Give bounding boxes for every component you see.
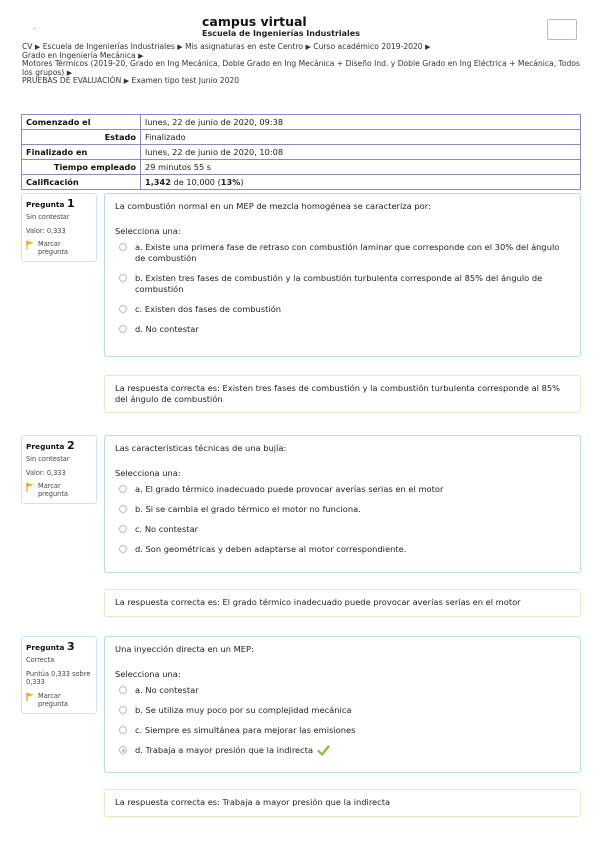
summary-label: Tiempo empleado (22, 160, 141, 175)
radio-button[interactable] (119, 686, 127, 694)
grade-points: 1,342 (145, 177, 171, 187)
question-number-value: 2 (67, 439, 75, 452)
breadcrumb-separator-icon: ▶ (66, 68, 73, 77)
answer-label: b. Se utiliza muy poco por su complejidad mecánica (135, 705, 352, 715)
radio-button[interactable] (119, 274, 127, 282)
radio-button[interactable] (119, 305, 127, 313)
breadcrumb-separator-icon: ▶ (123, 77, 130, 86)
breadcrumb-separator-icon: ▶ (138, 51, 144, 60)
question-content-2 (104, 435, 581, 573)
radio-button[interactable] (119, 545, 127, 553)
radio-button[interactable] (119, 243, 127, 251)
flag-icon (26, 482, 35, 492)
summary-row-started (22, 115, 581, 130)
summary-value: lunes, 22 de junio de 2020, 10:08 (141, 145, 581, 160)
radio-button[interactable] (119, 485, 127, 493)
radio-button[interactable] (119, 325, 127, 333)
breadcrumb-item-cv[interactable]: CV (22, 42, 33, 51)
flag-icon (26, 240, 35, 250)
summary-label: Comenzado el (22, 115, 141, 130)
question-number-value: 1 (67, 197, 75, 210)
attempt-summary-table (21, 114, 581, 190)
radio-button[interactable] (119, 505, 127, 513)
summary-row-grade (22, 175, 581, 190)
answer-option-b[interactable] (115, 273, 570, 295)
answer-label: b. Existen tres fases de combustión y la combustión turbulenta corresponde al 85% del ángulo de combustión (135, 273, 543, 294)
question-number (26, 439, 92, 452)
question-status: Sin contestar (26, 455, 70, 463)
answer-label: a. El grado térmico inadecuado puede provocar averías serias en el motor (135, 484, 444, 494)
breadcrumb-item-academic-year[interactable]: Curso académico 2019-2020 (313, 42, 423, 51)
flag-icon (26, 692, 35, 702)
answer-label: a. Existe una primera fase de retraso con combustión laminar que corresponde con el 30% del ángulo de combustión (135, 242, 560, 263)
correct-answer-feedback: La respuesta correcta es: El grado térmico inadecuado puede provocar averías serias en el motor (115, 597, 521, 607)
flag-question-label: Marcar pregunta (38, 691, 68, 708)
breadcrumb-item-school[interactable]: Escuela de Ingenierías Industriales (42, 42, 175, 51)
summary-label: Estado (22, 130, 141, 145)
answer-label: c. No contestar (135, 524, 199, 534)
breadcrumb-item-degree[interactable]: Grado en Ingeniería Mecánica (22, 50, 136, 60)
breadcrumb (22, 43, 582, 86)
question-text: Las características técnicas de una bujía: (115, 443, 287, 453)
question-score: Valor: 0,333 (26, 226, 66, 235)
answer-option-a[interactable] (115, 685, 570, 696)
answer-label: d. Trabaja a mayor presión que la indirecta (135, 745, 314, 755)
breadcrumb-separator-icon: ▶ (425, 43, 431, 51)
question-text: La combustión normal en un MEP de mezcla homogénea se caracteriza por: (115, 201, 431, 211)
grade-value (141, 175, 581, 190)
answer-option-b[interactable] (115, 504, 570, 515)
question-label: Pregunta (26, 200, 65, 209)
question-label: Pregunta (26, 442, 65, 451)
answer-option-c[interactable] (115, 304, 570, 315)
radio-button-selected[interactable] (119, 746, 127, 754)
question-score: Puntúa 0,333 sobre 0,333 (26, 669, 91, 686)
answer-option-a[interactable] (115, 484, 570, 495)
breadcrumb-item-course[interactable]: Motores Térmicos (2019-20, Grado en Ing Mecánica, Doble Grado en Ing Mecánica + Diseño Ind. y Doble Grado en Ing Eléctrica + Mecánica, Todos los grupos) (22, 59, 580, 77)
breadcrumb-item-exam[interactable]: Examen tipo test Junio 2020 (131, 76, 240, 86)
correct-answer-feedback: La respuesta correcta es: Trabaja a mayor presión que la indirecta (115, 797, 391, 807)
question-number (26, 640, 92, 653)
flag-question-label: Marcar pregunta (38, 240, 68, 256)
breadcrumb-separator-icon: ▶ (177, 43, 183, 51)
answer-label: b. Si se cambia el grado térmico el motor no funciona. (135, 504, 361, 514)
question-info-1 (21, 193, 97, 262)
question-info-3 (21, 636, 97, 714)
breadcrumb-separator-icon: ▶ (34, 43, 41, 51)
site-title[interactable]: campus virtual (202, 14, 307, 29)
answer-label: d. Son geométricas y deben adaptarse al motor correspondiente. (135, 544, 407, 554)
summary-label: Calificación (22, 175, 141, 190)
feedback-box-2 (104, 589, 581, 617)
radio-button[interactable] (119, 525, 127, 533)
feedback-box-1 (104, 375, 581, 413)
question-number (26, 197, 92, 210)
correct-answer-feedback: La respuesta correcta es: Existen tres fases de combustión y la combustión turbulenta corresponde al 85% del ángulo de combustión (115, 383, 561, 404)
answer-option-d[interactable] (115, 544, 570, 555)
breadcrumb-separator-icon: ▶ (305, 43, 311, 51)
answer-option-b[interactable] (115, 705, 570, 716)
question-score: Valor: 0,333 (26, 468, 66, 477)
answer-option-a[interactable] (115, 242, 570, 264)
radio-button[interactable] (119, 726, 127, 734)
question-content-1 (104, 193, 581, 357)
summary-row-finished (22, 145, 581, 160)
summary-label: Finalizado en (22, 145, 141, 160)
menu-icon[interactable] (547, 19, 577, 40)
answer-label: d. No contestar (135, 324, 199, 334)
radio-button[interactable] (119, 706, 127, 714)
flag-question-button[interactable] (26, 482, 92, 498)
summary-value: Finalizado (141, 130, 581, 145)
answer-prompt: Selecciona una: (115, 226, 181, 236)
feedback-box-3 (104, 789, 581, 817)
question-status: Correcta (26, 656, 55, 664)
grade-percent: 13% (220, 177, 241, 187)
answer-label: c. Existen dos fases de combustión (135, 304, 282, 314)
answer-option-d[interactable] (115, 745, 570, 756)
answer-prompt: Selecciona una: (115, 468, 181, 478)
answer-option-d[interactable] (115, 324, 570, 335)
flag-question-button[interactable] (26, 692, 92, 708)
question-status: Sin contestar (26, 213, 70, 221)
breadcrumb-item-evaluations[interactable]: PRUEBAS DE EVALUACIÓN (22, 76, 122, 86)
header-dot: . (33, 22, 36, 31)
answer-label: a. No contestar (135, 685, 199, 695)
site-subtitle: Escuela de Ingenierías Industriales (202, 29, 360, 38)
grade-close: ) (240, 177, 244, 187)
answer-prompt: Selecciona una: (115, 669, 181, 679)
summary-row-time (22, 160, 581, 175)
answer-option-c[interactable] (115, 524, 570, 535)
summary-row-state (22, 130, 581, 145)
question-text: Una inyección directa en un MEP: (115, 644, 254, 654)
summary-value: 29 minutos 55 s (141, 160, 581, 175)
grade-rest: de 10,000 ( (170, 177, 221, 187)
breadcrumb-item-my-courses[interactable]: Mis asignaturas en este Centro (185, 42, 304, 51)
question-info-2 (21, 435, 97, 504)
question-label: Pregunta (26, 643, 65, 652)
flag-question-label: Marcar pregunta (38, 482, 68, 498)
flag-question-button[interactable] (26, 240, 92, 256)
summary-value: lunes, 22 de junio de 2020, 09:38 (141, 115, 581, 130)
answer-option-c[interactable] (115, 725, 570, 736)
question-content-3 (104, 636, 581, 773)
answer-label: c. Siempre es simultánea para mejorar las emisiones (135, 725, 356, 735)
question-number-value: 3 (67, 640, 75, 653)
check-icon (317, 745, 330, 756)
